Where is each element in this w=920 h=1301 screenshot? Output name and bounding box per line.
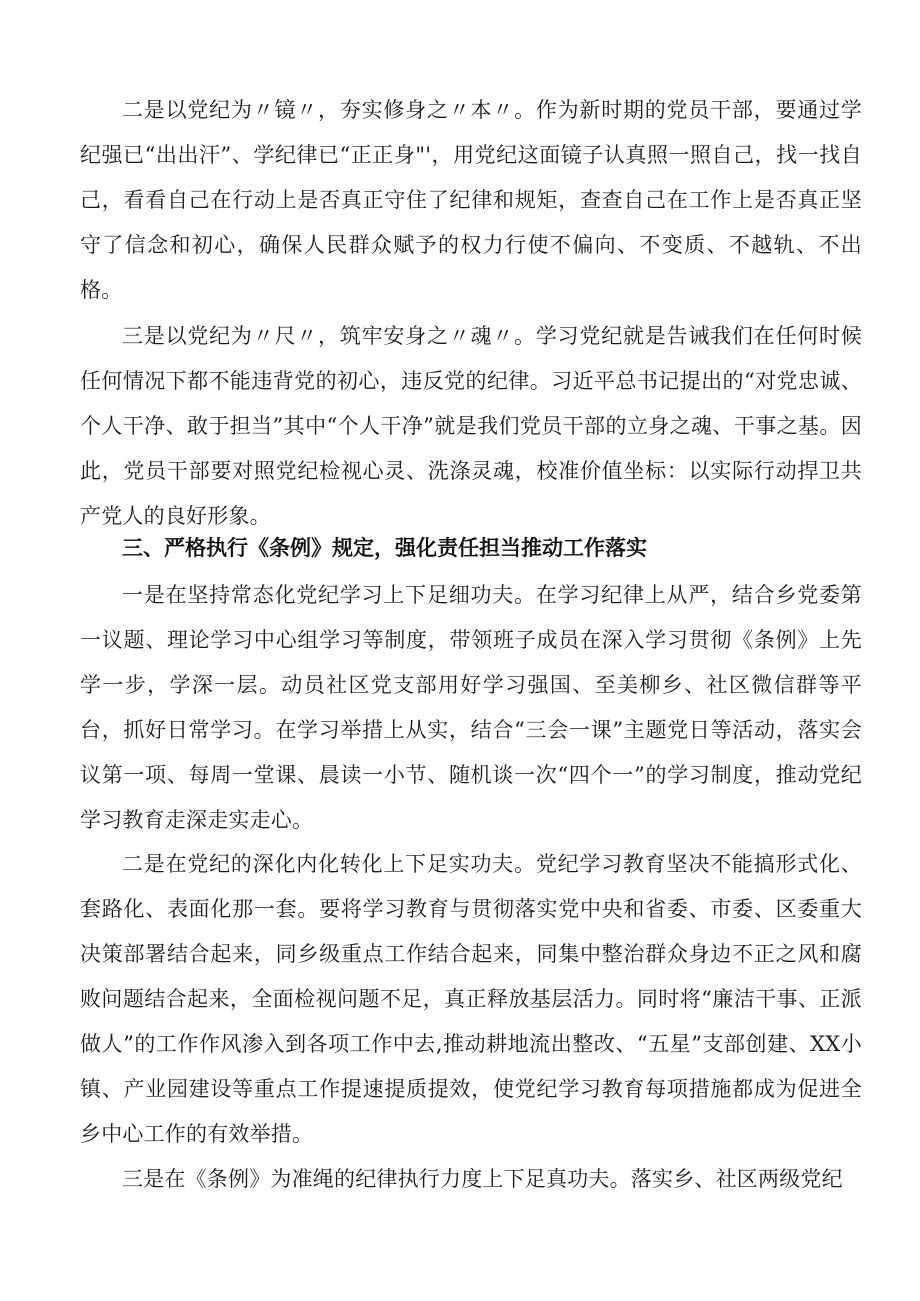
paragraph-ruler: 三是以党纪为〃尺〃，筑牢安身之〃魂〃。学习党纪就是告诫我们在任何时候任何情况下都不能违背党的初心，违反党的纪律。习近平总书记提出的“对党忠诚、个人干净、敢于担当”其中“个人干净”就是我们党员干部的立身之魂、干事之基。因此，党员干部要对照党纪检视心灵、洗涤灵魂，校准价值坐标：以实际行动捍卫共产党人的良好形象。 (80, 324, 862, 528)
paragraph-internalize: 二是在党纪的深化内化转化上下足实功夫。党纪学习教育坚决不能搞形式化、套路化、表面化那一套。要将学习教育与贯彻落实党中央和省委、市委、区委重大决策部署结合起来，同乡级重点工作结合起来，同集中整治群众身边不正之风和腐败问题结合起来，全面检视问题不足，真正释放基层活力。同时将“廉洁干事、正派做人”的工作作风渗入到各项工作中去,推动耕地流出整改、“五星”支部创建、XX小镇、产业园建设等重点工作提速提质提效，使党纪学习教育每项措施都成为促进全乡中心工作的有效举措。 (80, 852, 862, 1146)
paragraph-enforcement: 三是在《条例》为准绳的纪律执行力度上下足真功夫。落实乡、社区两级党纪 (122, 1167, 843, 1191)
paragraph-mirror: 二是以党纪为〃镜〃，夯实修身之〃本〃。作为新时期的党员干部，要通过学纪强已“出出汗”、学纪律已“正正身"'，用党纪这面镜子认真照一照自己，找一找自己，看看自己在行动上是否真正守住了纪律和规矩，查查自己在工作上是否真正坚守了信念和初心，确保人民群众赋予的权力行使不偏向、不变质、不越轨、不出格。 (80, 98, 862, 302)
section-heading: 三、严格执行《条例》规定，强化责任担当推动工作落实 (122, 536, 647, 560)
paragraph-study: 一是在坚持常态化党纪学习上下足细功夫。在学习纪律上从严，结合乡党委第一议题、理论学习中心组学习等制度，带领班子成员在深入学习贯彻《条例》上先学一步，学深一层。动员社区党支部用好学习强国、至美柳乡、社区微信群等平台，抓好日常学习。在学习举措上从实，结合“三会一课”主题党日等活动，落实会议第一项、每周一堂课、晨读一小节、随机谈一次“四个一”的学习制度，推动党纪学习教育走深走实走心。 (80, 583, 862, 832)
